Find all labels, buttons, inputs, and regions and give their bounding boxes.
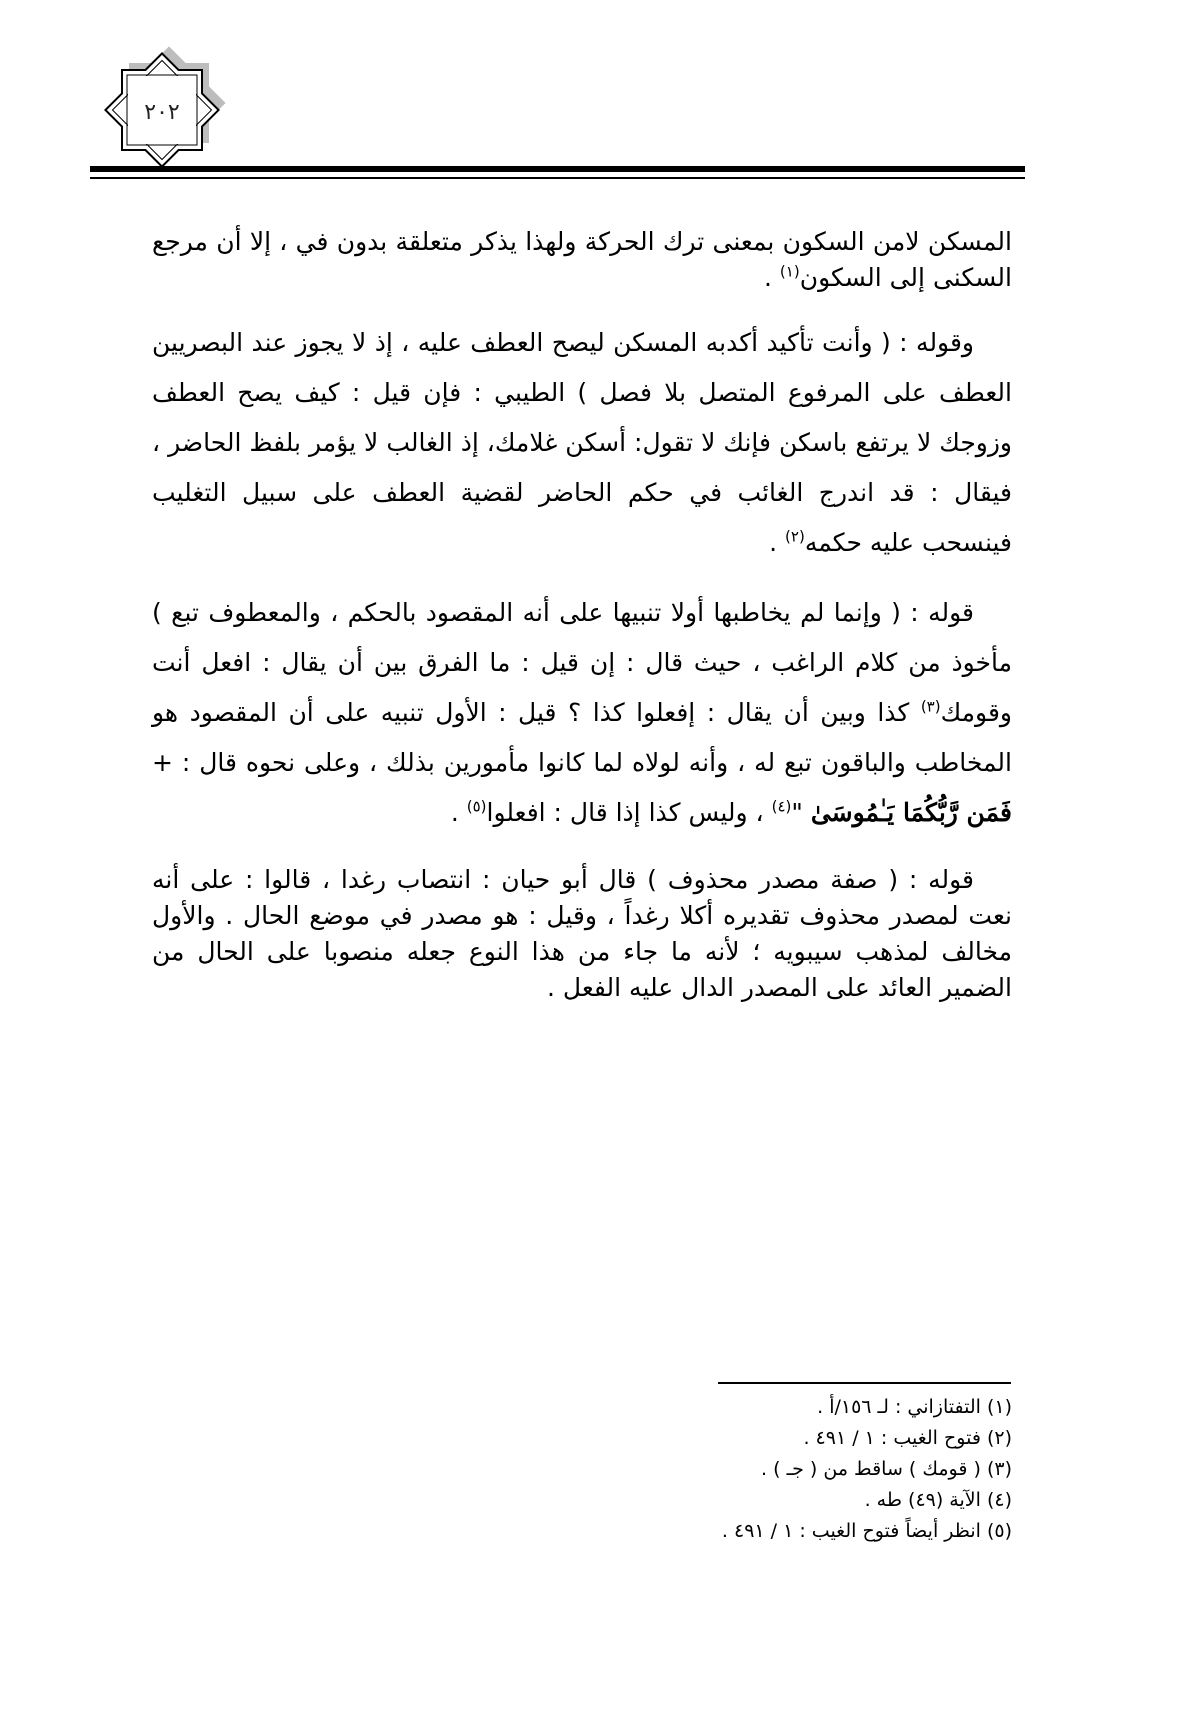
body-text xyxy=(152,224,1012,1006)
page-number-badge xyxy=(100,40,230,170)
footnote-ref: (٤) xyxy=(771,797,792,816)
quran-verse: فَمَن رَّبُّكُمَا يَـٰمُوسَىٰ xyxy=(810,798,1012,827)
paragraph: وقوله : ( وأنت تأكيد أكدبه المسكن ليصح العطف عليه ، إذ لا يجوز عند البصريين العطف على المرفوع المتصل بلا فصل ) الطيبي : فإن قيل : كيف يصح العطف وزوجك لا يرتفع باسكن فإنك لا تقول: أسكن غلامك، إذ الغالب لا يؤمر بلفظ الحاضر ، فيقال : قد اندرج الغائب في حكم الحاضر لقضية العطف على سبيل التغليب فينسحب عليه حكمه$^{(٢)}$ . xyxy=(152,328,1012,557)
footnote: (٤) الآية (٤٩) طه . xyxy=(864,1489,1012,1511)
footnote-ref: (١) xyxy=(779,262,800,281)
footnote-ref: (٥) xyxy=(466,797,487,816)
footnote: (٣) ( قومك ) ساقط من ( جـ ) . xyxy=(761,1458,1012,1480)
footnote: (١) التفتازاني : لـ ١٥٦/أ . xyxy=(817,1396,1012,1418)
footnote: (٢) فتوح الغيب : ١ / ٤٩١ . xyxy=(803,1427,1012,1449)
footnote: (٥) انظر أيضاً فتوح الغيب : ١ / ٤٩١ . xyxy=(721,1520,1012,1542)
paragraph: المسكن لامن السكون بمعنى ترك الحركة ولهذا يذكر متعلقة بدون في ، إلا أن مرجع السكنى إلى السكون$^{(١)}$ . xyxy=(152,227,1012,292)
footnote-rule xyxy=(718,1382,1011,1384)
paragraph: قوله : ( صفة مصدر محذوف ) قال أبو حيان : انتصاب رغدا ، قالوا : على أنه نعت لمصدر محذوف تقديره أكلا رغداً ، وقيل : هو مصدر في موضع الحال . والأول مخالف لمذهب سيبويه ؛ لأنه ما جاء من هذا النوع جعله منصوبا على الحال من الضمير العائد على المصدر الدال عليه الفعل . xyxy=(152,865,1012,1002)
header-rule-thick xyxy=(90,166,1025,172)
header-rule-thin xyxy=(90,177,1025,179)
footnote-ref: (٣) xyxy=(920,697,941,716)
footnotes xyxy=(500,1392,1012,1547)
footnote-ref: (٢) xyxy=(785,527,805,546)
paragraph: قوله : ( وإنما لم يخاطبها أولا تنبيها على أنه المقصود بالحكم ، والمعطوف تبع ) مأخوذ من كلام الراغب ، حيث قال : إن قيل : ما الفرق بين أن يقال : افعل أنت وقومك$^{(٣)}$ كذا وبين أن يقال : إفعلوا كذا ؟ قيل : الأول تنبيه على أن المقصود هو المخاطب والباقون تبع له ، وأنه لولاه لما كانوا مأمورين بذلك ، وعلى نحوه قال : + فَمَن رَّبُّكُمَا يَـٰمُوسَىٰ "$^{(٤)}$ ، وليس كذا إذا قال : افعلوا$^{(٥)}$ . xyxy=(152,598,1012,827)
page-number: ٢٠٢ xyxy=(144,99,180,125)
